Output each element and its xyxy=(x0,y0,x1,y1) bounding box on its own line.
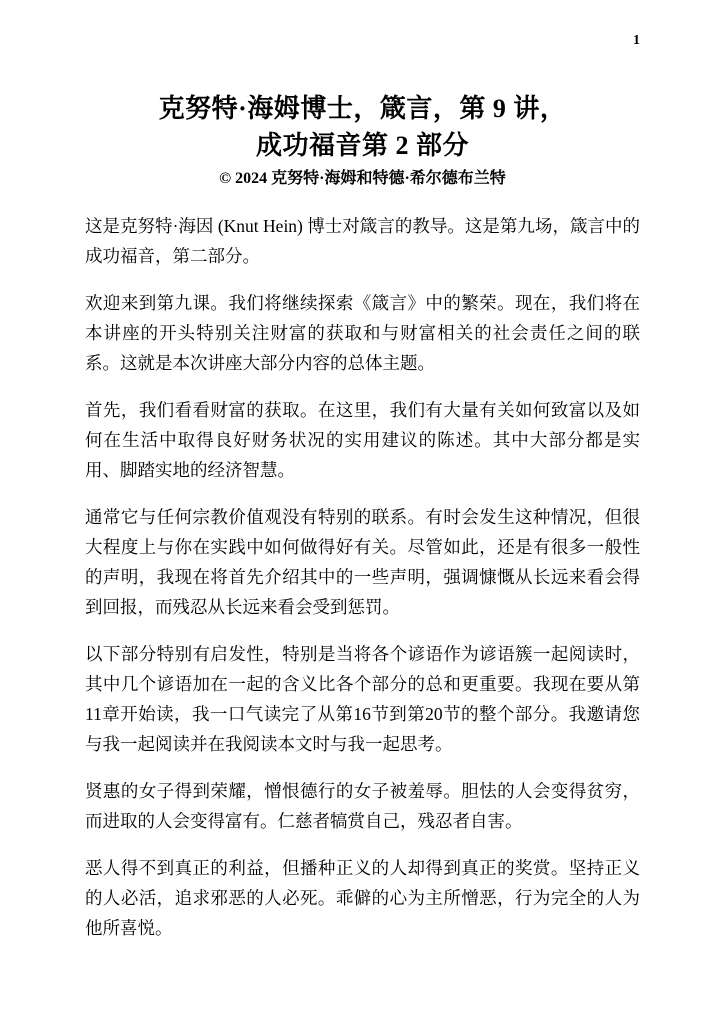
paragraph: 以下部分特别有启发性，特别是当将各个谚语作为谚语簇一起阅读时，其中几个谚语加在一起的含义比各个部分的总和更重要。我现在要从第11章开始读，我一口气读完了从第16节到第20节的整个部分。我邀请您与我一起阅读并在我阅读本文时与我一起思考。 xyxy=(85,644,640,754)
document-title-line-2: 成功福音第 2 部分 xyxy=(255,131,469,160)
page-number: 1 xyxy=(633,33,640,48)
document-title-line-1: 克努特·海姆博士，箴言，第 9 讲， xyxy=(158,94,567,123)
paragraph: 欢迎来到第九课。我们将继续探索《箴言》中的繁荣。现在，我们将在本讲座的开头特别关注财富的获取和与财富相关的社会责任之间的联系。这就是本次讲座大部分内容的总体主题。 xyxy=(85,293,640,373)
paragraph: 通常它与任何宗教价值观没有特别的联系。有时会发生这种情况，但很大程度上与你在实践中如何做得好有关。尽管如此，还是有很多一般性的声明，我现在将首先介绍其中的一些声明，强调慷慨从长远来看会得到回报，而残忍从长远来看会受到惩罚。 xyxy=(85,507,640,617)
copyright-line: © 2024 克努特·海姆和特德·希尔德布兰特 xyxy=(219,170,506,187)
document-title xyxy=(85,90,640,164)
paragraph: 恶人得不到真正的利益，但播种正义的人却得到真正的奖赏。坚持正义的人必活，追求邪恶的人必死。乖僻的心为主所憎恶，行为完全的人为他所喜悦。 xyxy=(85,858,640,938)
paragraph: 这是克努特·海因 (Knut Hein) 博士对箴言的教导。这是第九场，箴言中的成功福音，第二部分。 xyxy=(85,216,640,266)
paragraph: 首先，我们看看财富的获取。在这里，我们有大量有关如何致富以及如何在生活中取得良好财务状况的实用建议的陈述。其中大部分都是实用、脚踏实地的经济智慧。 xyxy=(85,400,640,480)
document-body xyxy=(85,211,640,943)
paragraph: 贤惠的女子得到荣耀，憎恨德行的女子被羞辱。胆怯的人会变得贫穷，而进取的人会变得富有。仁慈者犒赏自己，残忍者自害。 xyxy=(85,781,640,831)
